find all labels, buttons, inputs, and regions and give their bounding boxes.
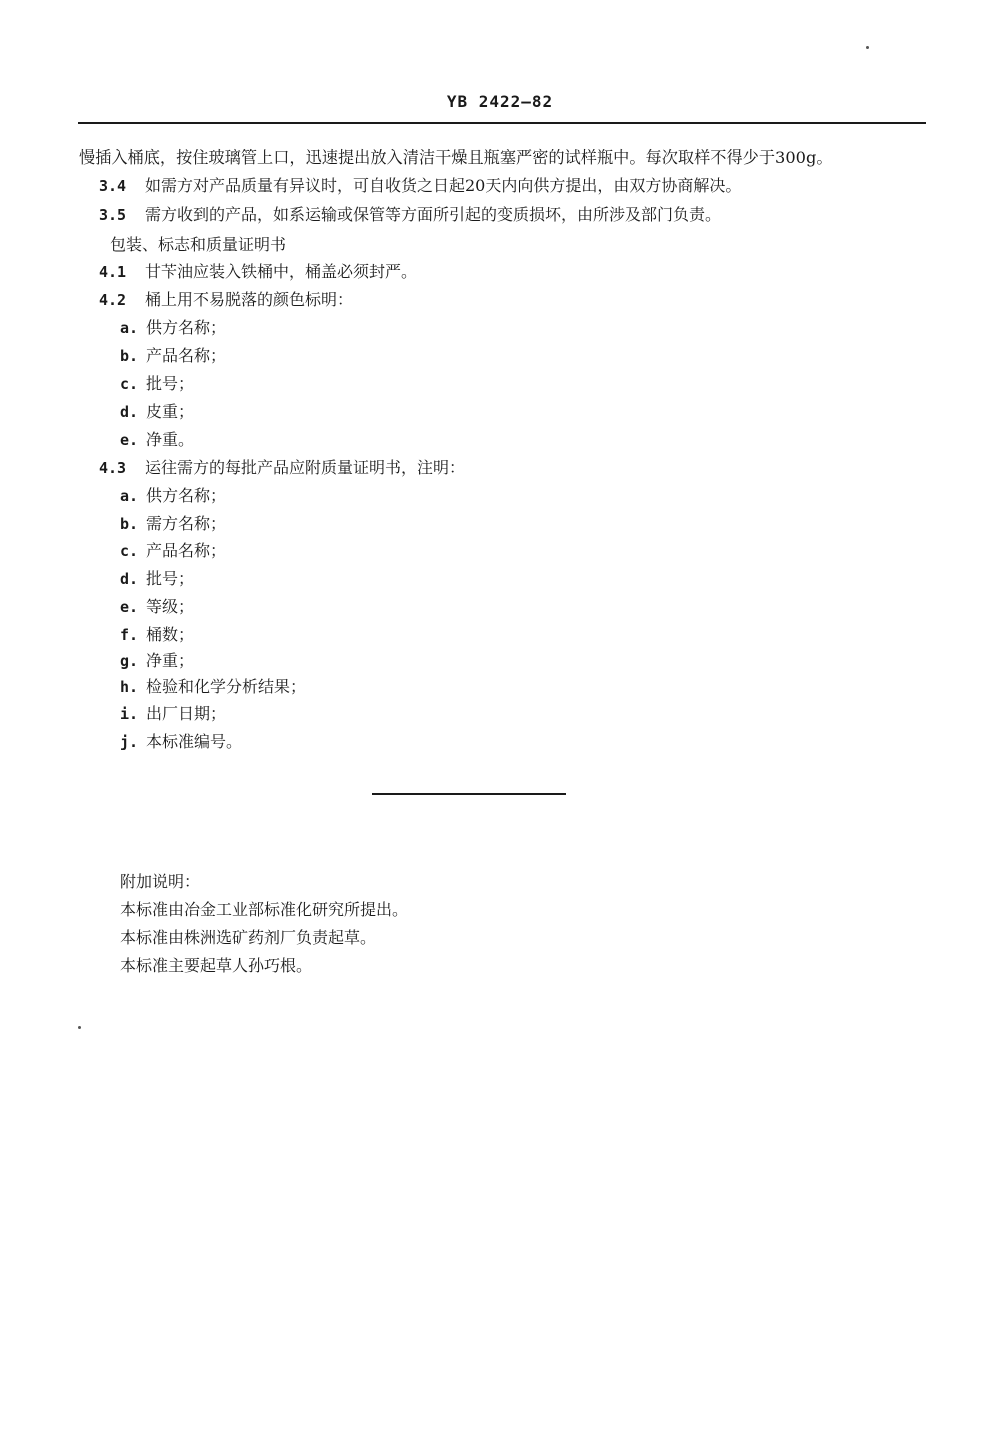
list-item-label: c. — [120, 375, 139, 393]
clause-text: 需方收到的产品，如系运输或保管等方面所引起的变质损坏，由所涉及部门负责。 — [145, 205, 722, 224]
clause-3-4 — [99, 176, 741, 196]
list-item-text: 等级； — [146, 597, 195, 616]
list-item-text: 产品名称； — [146, 541, 227, 560]
list-item-text: 本标准编号。 — [146, 732, 243, 751]
standard-code: YB 2422—82 — [446, 92, 554, 111]
list-item-label: d. — [120, 570, 139, 588]
notes-line: 本标准由株洲选矿药剂厂负责起草。 — [120, 928, 377, 947]
list-item — [120, 486, 226, 506]
scan-speck — [866, 46, 869, 49]
list-item-label: b. — [120, 347, 139, 365]
header-rule — [78, 122, 926, 124]
continuation-text: 慢插入桶底，按住玻璃管上口，迅速提出放入清洁干燥且瓶塞严密的试样瓶中。每次取样不得少于300g。 — [79, 148, 833, 167]
list-item-label: a. — [120, 487, 139, 505]
clause-4-2 — [99, 290, 353, 310]
list-item — [120, 625, 194, 645]
list-item-label: e. — [120, 598, 139, 616]
list-item — [120, 402, 194, 422]
clause-3-5 — [99, 205, 721, 225]
list-item-label: a. — [120, 319, 139, 337]
list-item-text: 需方名称； — [146, 514, 227, 533]
list-item — [120, 651, 194, 671]
list-item-text: 产品名称； — [146, 346, 227, 365]
list-item — [120, 597, 194, 617]
list-item-label: i. — [120, 705, 139, 723]
list-item — [120, 677, 306, 697]
notes-title: 附加说明： — [120, 872, 201, 891]
list-item-label: b. — [120, 515, 139, 533]
end-rule — [372, 793, 566, 795]
list-item-label: c. — [120, 542, 139, 560]
list-item-label: g. — [120, 652, 139, 670]
list-item — [120, 704, 226, 724]
list-item-label: d. — [120, 403, 139, 421]
list-item-text: 批号； — [146, 374, 195, 393]
list-item-label: h. — [120, 678, 139, 696]
list-item-text: 桶数； — [146, 625, 195, 644]
clause-number: 3.4 — [99, 177, 127, 195]
scan-speck — [78, 1026, 81, 1029]
list-item — [120, 569, 194, 589]
section-heading: 包装、标志和质量证明书 — [110, 235, 287, 254]
list-item-text: 净重。 — [146, 430, 195, 449]
notes-line: 本标准主要起草人孙巧根。 — [120, 956, 313, 975]
clause-number: 4.1 — [99, 263, 127, 281]
list-item — [120, 732, 242, 752]
clause-text: 甘苄油应装入铁桶中，桶盖必须封严。 — [145, 262, 418, 281]
list-item — [120, 318, 226, 338]
clause-number: 4.3 — [99, 459, 127, 477]
list-item-label: j. — [120, 733, 139, 751]
list-item-text: 批号； — [146, 569, 195, 588]
clause-4-3 — [99, 458, 465, 478]
list-item-text: 皮重； — [146, 402, 195, 421]
list-item-text: 供方名称； — [146, 486, 227, 505]
list-item-text: 出厂日期； — [146, 704, 227, 723]
list-item-text: 检验和化学分析结果； — [146, 677, 307, 696]
list-item — [120, 430, 194, 450]
clause-number: 3.5 — [99, 206, 127, 224]
list-item — [120, 346, 226, 366]
clause-text: 如需方对产品质量有异议时，可自收货之日起20天内向供方提出，由双方协商解决。 — [145, 176, 742, 195]
notes-line: 本标准由冶金工业部标准化研究所提出。 — [120, 900, 409, 919]
list-item-text: 净重； — [146, 651, 195, 670]
list-item-text: 供方名称； — [146, 318, 227, 337]
list-item-label: f. — [120, 626, 139, 644]
list-item — [120, 541, 226, 561]
list-item — [120, 374, 194, 394]
clause-number: 4.2 — [99, 291, 127, 309]
clause-text: 桶上用不易脱落的颜色标明： — [145, 290, 354, 309]
list-item — [120, 514, 226, 534]
clause-4-1 — [99, 262, 417, 282]
clause-text: 运往需方的每批产品应附质量证明书，注明： — [145, 458, 466, 477]
list-item-label: e. — [120, 431, 139, 449]
